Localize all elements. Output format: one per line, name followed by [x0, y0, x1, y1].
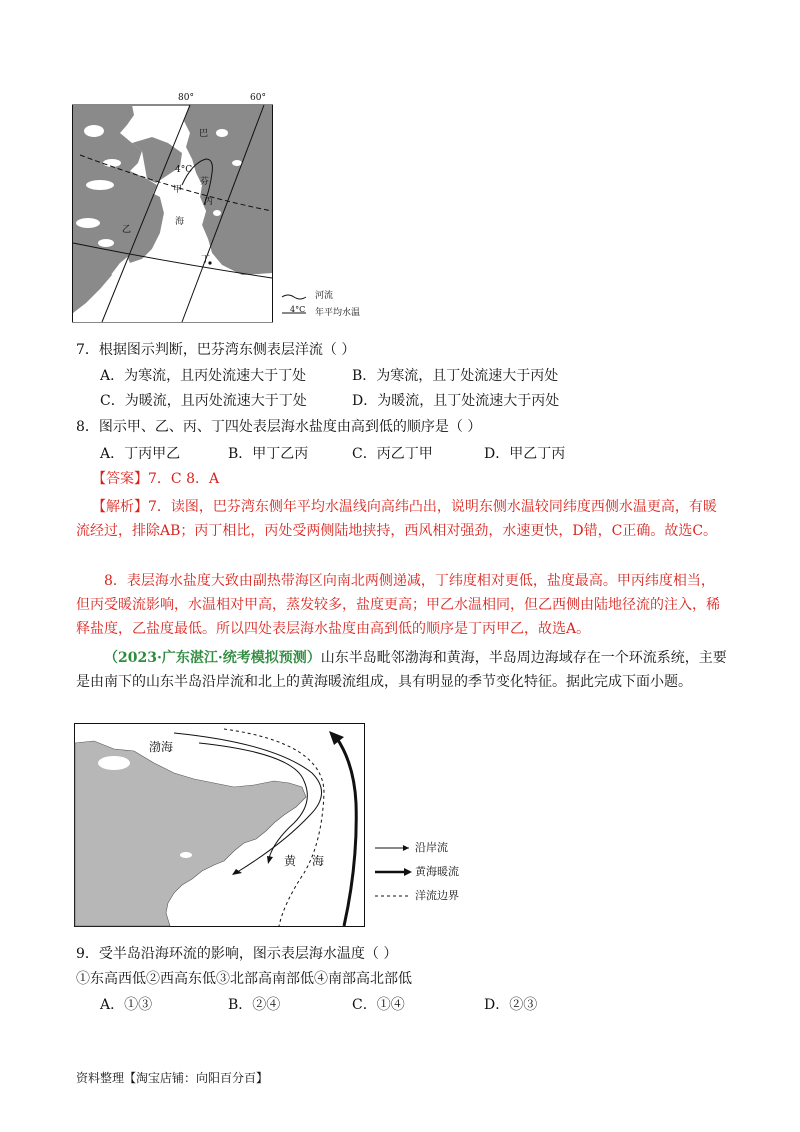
q7-option-d[interactable]: D．为暖流，且丁处流速大于丙处: [352, 393, 560, 409]
q9-option-a[interactable]: A．①③: [100, 997, 153, 1013]
map2-svg: [74, 723, 474, 927]
map2-label-huang: 黄: [284, 854, 297, 868]
map1-legend-river: 河流: [315, 291, 334, 301]
map1-label-ba: 巴: [199, 129, 209, 139]
q7-stem: 7．根据图示判断，巴芬湾东侧表层洋流（ ）: [76, 342, 356, 358]
map1-label-jia: 甲: [173, 185, 183, 195]
answer-label: 【答案】: [92, 471, 148, 487]
analysis-p1-text: 7．读图，巴芬湾东侧年平均水温线向高纬凸出，说明东侧水温较同纬度西侧水温更高，有暖流经过，排除AB；丙丁相比，丙处受两侧陆地挟持，西风相对强劲，水速更快，D错，C正确。故选C。: [76, 499, 718, 539]
answer-line: [92, 469, 219, 489]
map2-label-bohai: 渤海: [149, 740, 174, 754]
q8-option-d[interactable]: D．甲乙丁丙: [484, 446, 566, 462]
q9-stem: 9．受半岛沿海环流的影响，图示表层海水温度（ ）: [76, 946, 398, 962]
map2-figure: [74, 723, 474, 927]
map1-lon-60: 60°: [250, 93, 266, 103]
answer-text: 7．C 8．A: [148, 471, 220, 487]
q7-option-b[interactable]: B．为寒流，且丁处流速大于丙处: [352, 368, 559, 384]
map1-label-yi: 乙: [122, 225, 132, 235]
q8-option-b[interactable]: B．甲丁乙丙: [228, 446, 309, 462]
q7-option-a[interactable]: A．为寒流，且丙处流速大于丁处: [100, 368, 307, 384]
map2-legend-boundary: 洋流边界: [415, 889, 459, 902]
map1-label-bing: 丙: [204, 197, 214, 207]
map1-svg: [72, 93, 342, 323]
map2-label-hai: 海: [312, 854, 325, 868]
map1-label-hai: 海: [175, 217, 185, 227]
q7-option-c[interactable]: C．为暖流，且丙处流速大于丁处: [100, 393, 307, 409]
map1-legend-temp-mark: 4°C: [290, 305, 306, 314]
map1-label-4c: 4°C: [175, 165, 193, 175]
q8-option-c[interactable]: C．丙乙丁甲: [352, 446, 433, 462]
map2-legend-coastal: 沿岸流: [415, 841, 448, 854]
analysis-p2: 8．表层海水盐度大致由副热带海区向南北两侧递减，丁纬度相对更低，盐度最高。甲丙纬度相当，但丙受暖流影响，水温相对甲高，蒸发较多，盐度更高；甲乙水温相同，但乙西侧由陆地径流的注入，稀释盐度，乙盐度最低。所以四处表层海水盐度由高到低的顺序是丁丙甲乙，故选A。: [76, 573, 720, 637]
intro-text: 山东半岛毗邻渤海和黄海，半岛周边海域存在一个环流系统，主要是由南下的山东半岛沿岸流和北上的黄海暖流组成，具有明显的季节变化特征。据此完成下面小题。: [76, 650, 727, 690]
intro-paragraph: [76, 646, 728, 694]
map1-figure: [72, 93, 361, 323]
map1-label-ding: 丁: [201, 255, 211, 265]
footer-text: 资料整理【淘宝店铺：向阳百分百】: [76, 1071, 269, 1085]
q9-option-d[interactable]: D．②③: [484, 997, 538, 1013]
intro-source: （2023·广东湛江·统考模拟预测）: [104, 650, 321, 666]
q8-option-a[interactable]: A．丁丙甲乙: [100, 446, 181, 462]
analysis-p1: [76, 495, 728, 543]
map1-label-fen: 芬: [200, 177, 210, 187]
q9-option-b[interactable]: B．②④: [228, 997, 281, 1013]
q8-stem: 8．图示甲、乙、丙、丁四处表层海水盐度由高到低的顺序是（ ）: [76, 419, 482, 435]
map1-lon-80: 80°: [178, 93, 194, 103]
map2-legend-warm: 黄海暖流: [415, 865, 459, 878]
q9-choices: ①东高西低②西高东低③北部高南部低④南部高北部低: [76, 971, 412, 987]
analysis-label: 【解析】: [92, 499, 148, 515]
q9-option-c[interactable]: C．①④: [352, 997, 405, 1013]
map1-legend-temp: 年平均水温: [315, 308, 361, 318]
